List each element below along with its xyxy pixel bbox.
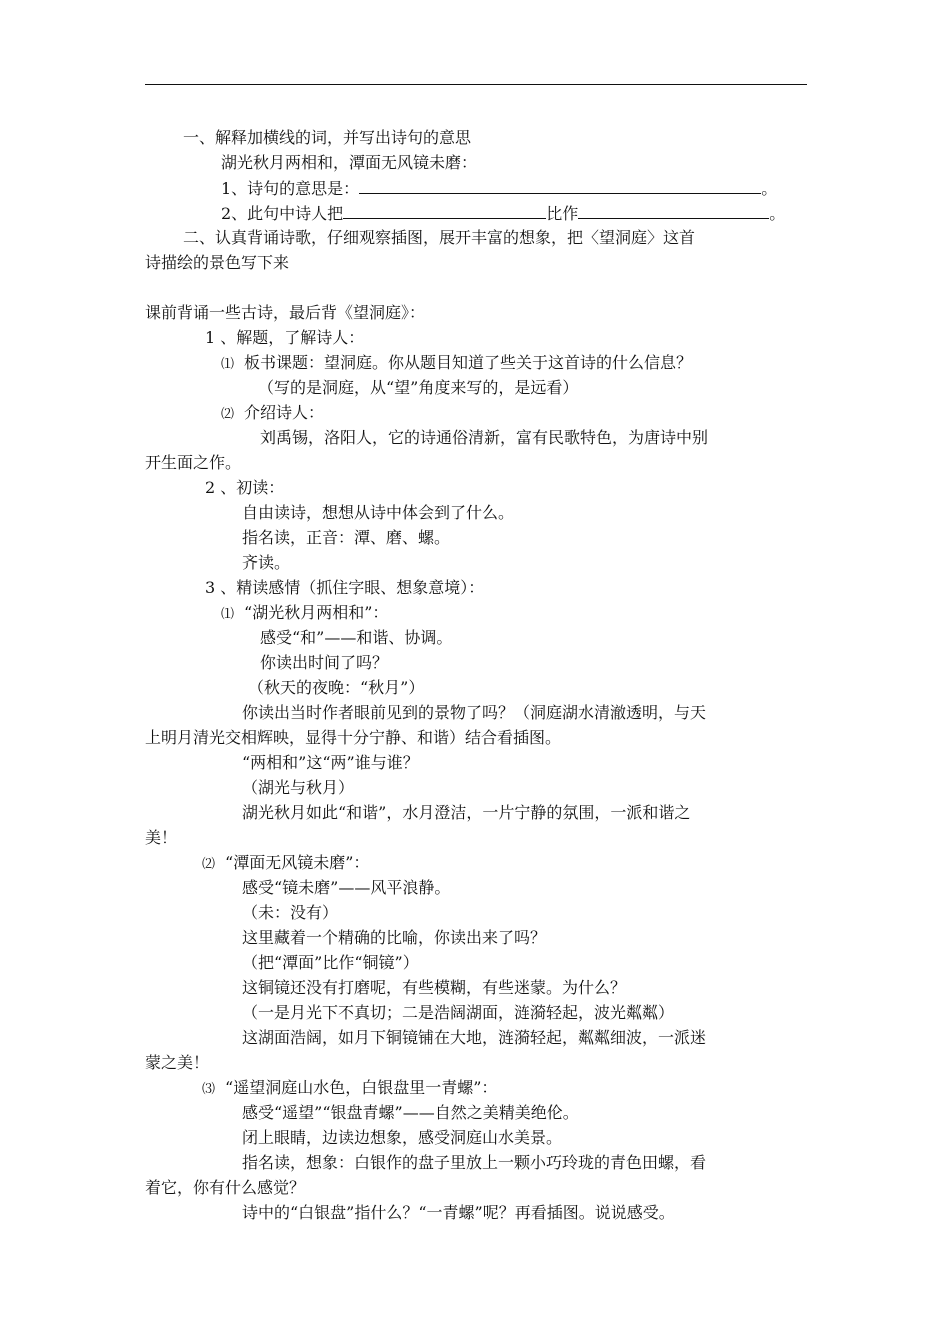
section1-point1 [221,352,692,374]
section3-b-heading [202,852,369,874]
point-text: “湖光秋月两相和”： [244,603,389,622]
section3-b-line3: 这里藏着一个精确的比喻，你读出来了吗？ [242,928,547,947]
section3-c-line1: 感受“遥望”“银盘青螺”——自然之美精美绝伦。 [242,1103,579,1122]
section1-point2 [221,402,324,424]
section3-a-line4b: 上明月清光交相辉映，显得十分宁静、和谐）结合看插图。 [145,728,562,747]
section3-b-line7a: 这湖面浩阔，如月下铜镜铺在大地，涟漪轻起，粼粼细波，一派迷 [242,1028,707,1047]
section3-a-line6: （湖光与秋月） [242,778,355,797]
section3-a-line7a: 湖光秋月如此“和谐”，水月澄洁，一片宁静的氛围，一派和谐之 [242,803,691,822]
section3-b-line4: （把“潭面”比作“铜镜”） [242,953,419,972]
q1-item1-prefix: 1、诗句的意思是： [221,179,360,198]
section3-b-line7b: 蒙之美！ [145,1053,210,1072]
section2-line1: 自由读诗，想想从诗中体会到了什么。 [242,503,515,522]
answer-blank-meaning[interactable] [359,177,761,194]
header-rule [145,84,807,85]
section3-b-line5: 这铜镜还没有打磨呢，有些模糊，有些迷蒙。为什么？ [242,978,627,997]
section3-c-line2: 闭上眼睛，边读边想象，感受洞庭山水美景。 [242,1128,563,1147]
q2-line2: 诗描绘的景色写下来 [145,253,290,272]
section3-a-heading [221,602,388,624]
section3-c-heading [202,1077,497,1099]
q1-item1-end: 。 [761,179,778,198]
poet-intro-line2: 开生面之作。 [145,453,242,472]
q2-line1: 二、认真背诵诗歌，仔细观察插图，展开丰富的想象，把〈望洞庭〉这首 [183,228,696,247]
section3-b-line2: （未：没有） [242,903,339,922]
point-text: 介绍诗人： [244,403,325,422]
section3-b-line6: （一是月光下不真切；二是浩阔湖面，涟漪轻起，波光粼粼） [242,1003,675,1022]
lesson-intro: 课前背诵一些古诗，最后背《望洞庭》： [145,303,426,322]
point-number: ⑴ [221,607,235,622]
section3-a-line7b: 美！ [145,828,178,847]
q1-item1 [221,177,777,199]
q1-item2 [221,202,785,224]
section3-a-line2: 你读出时间了吗？ [260,653,389,672]
section2-title: 2 、初读： [205,478,285,497]
section3-b-line1: 感受“镜未磨”——风平浪静。 [242,878,451,897]
q1-verse: 湖光秋月两相和，潭面无风镜未磨： [221,153,478,172]
section2-line3: 齐读。 [242,553,291,572]
point-number: ⑴ [221,357,235,372]
section2-line2: 指名读，正音：潭、磨、螺。 [242,528,451,547]
q1-item2-end: 。 [769,204,786,223]
section3-c-line3a: 指名读，想象：白银作的盘子里放上一颗小巧玲珑的青色田螺，看 [242,1153,707,1172]
q1-title: 一、解释加横线的词，并写出诗句的意思 [183,128,472,147]
section3-a-line4a: 你读出当时作者眼前见到的景物了吗？（洞庭湖水清澈透明，与天 [242,703,707,722]
section3-c-line3b: 着它，你有什么感觉？ [145,1178,306,1197]
point-number: ⑵ [221,407,235,422]
section3-a-line1: 感受“和”——和谐、协调。 [260,628,453,647]
point-text: “遥望洞庭山水色，白银盘里一青螺”： [225,1078,498,1097]
section3-a-line3: （秋天的夜晚：“秋月”） [248,678,425,697]
poet-intro-line1: 刘禹锡，洛阳人，它的诗通俗清新，富有民歌特色，为唐诗中别 [260,428,709,447]
section3-c-line4: 诗中的“白银盘”指什么？“一青螺”呢？再看插图。说说感受。 [242,1203,675,1222]
answer-blank-subject[interactable] [343,202,546,219]
section3-title: 3 、精读感情（抓住字眼、想象意境）： [205,578,485,597]
section3-a-line5: “两相和”这“两”谁与谁？ [242,753,419,772]
point-number: ⑵ [202,857,216,872]
point-text: “潭面无风镜未磨”： [225,853,370,872]
point-text: 板书课题：望洞庭。你从题目知道了些关于这首诗的什么信息？ [244,353,693,372]
section1-point1-answer: （写的是洞庭，从“望”角度来写的，是远看） [258,378,579,397]
section1-title: 1 、解题，了解诗人： [205,328,365,347]
point-number: ⑶ [202,1082,216,1097]
answer-blank-object[interactable] [578,202,769,219]
q1-item2-prefix: 2、此句中诗人把 [221,204,344,223]
q1-item2-middle: 比作 [546,204,579,223]
